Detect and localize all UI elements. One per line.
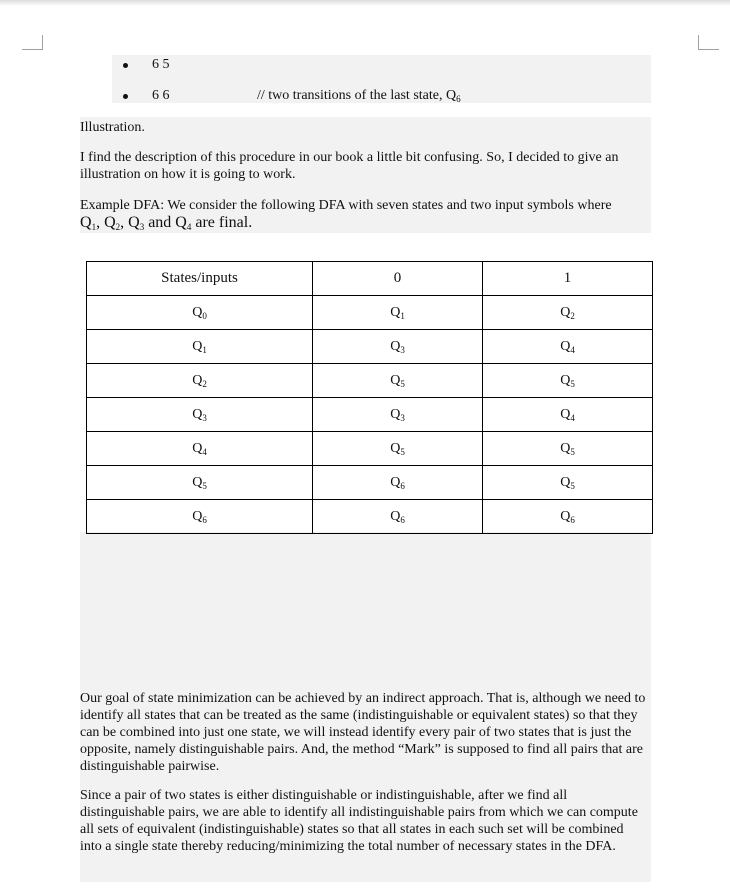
table-row <box>87 398 653 432</box>
page-corner-mark-right <box>698 35 719 50</box>
bullet-dot-icon <box>123 94 128 99</box>
table-row <box>87 330 653 364</box>
transition-cell: $Q_5$ <box>483 432 653 466</box>
state-cell: $Q_4$ <box>87 432 313 466</box>
final-states-separator: and <box>144 214 176 231</box>
page-corner-mark-left <box>22 35 43 50</box>
transition-cell: $Q_6$ <box>483 500 653 534</box>
state-cell: $Q_0$ <box>87 296 313 330</box>
final-state: Q1 <box>80 214 97 232</box>
intro-paragraph: I find the description of this procedure in our book a little bit confusing. So, I decided to give an illustration on how it is going to work. <box>80 150 619 182</box>
final-state: Q2 <box>104 214 121 232</box>
transition-cell: $Q_5$ <box>483 466 653 500</box>
example-paragraph: Example DFA: We consider the following DFA with seven states and two input symbols where Q1, Q2, Q3 and Q4 are final. <box>80 197 646 233</box>
transition-cell: $Q_6$ <box>313 500 483 534</box>
transition-cell: $Q_6$ <box>313 466 483 500</box>
transition-cell: $Q_5$ <box>313 432 483 466</box>
final-state: Q4 <box>175 214 192 232</box>
table-row <box>87 432 653 466</box>
transition-cell: $Q_5$ <box>483 364 653 398</box>
final-states-line <box>80 214 646 233</box>
illustration-heading: Illustration. <box>80 120 145 135</box>
dfa-transition-table <box>86 261 653 534</box>
header-states: States/inputs <box>87 262 313 296</box>
table-row <box>87 466 653 500</box>
transition-cell: $Q_4$ <box>483 398 653 432</box>
transition-cell: $Q_1$ <box>313 296 483 330</box>
final-states-separator: , <box>120 214 129 231</box>
window-top-shadow <box>0 0 730 6</box>
table-row <box>87 296 653 330</box>
state-cell: $Q_6$ <box>87 500 313 534</box>
header-input-1: 1 <box>483 262 653 296</box>
bullet-value: 6 5 <box>152 57 170 72</box>
transition-cell: $Q_4$ <box>483 330 653 364</box>
header-input-0: 0 <box>313 262 483 296</box>
bullet-value: 6 6 <box>152 88 170 103</box>
bullet-dot-icon <box>123 63 128 68</box>
state-cell: $Q_5$ <box>87 466 313 500</box>
table-header-row <box>87 262 653 296</box>
bullet-comment: // two transitions of the last state, $Q_6$ <box>257 88 461 104</box>
final-states-separator: are final. <box>191 214 253 231</box>
table-row <box>87 364 653 398</box>
final-state: Q3 <box>128 214 145 232</box>
state-cell: $Q_1$ <box>87 330 313 364</box>
transition-cell: $Q_2$ <box>483 296 653 330</box>
transition-cell: $Q_3$ <box>313 330 483 364</box>
pair-paragraph: Since a pair of two states is either distinguishable or indistinguishable, after we find all distinguishable pairs, we are able to identify all indistinguishable pairs from which we can compute all sets of equivalent (indistinguishable) states so that all states in each such set will be combined into a single state thereby reducing/minimizing the total number of necessary states in the DFA. <box>80 788 638 854</box>
transition-cell: $Q_5$ <box>313 364 483 398</box>
state-cell: $Q_3$ <box>87 398 313 432</box>
state-cell: $Q_2$ <box>87 364 313 398</box>
goal-paragraph: Our goal of state minimization can be achieved by an indirect approach. That is, although we need to identify all states that can be treated as the same (indistinguishable or equivalent states) so that they can be combined into just one state, we will instead identify every pair of two states that is just the opposite, namely distinguishable pairs. And, the method “Mark” is supposed to find all pairs that are distinguishable pairwise. <box>80 691 646 774</box>
transition-cell: $Q_3$ <box>313 398 483 432</box>
final-states-separator: , <box>96 214 105 231</box>
table-row <box>87 500 653 534</box>
